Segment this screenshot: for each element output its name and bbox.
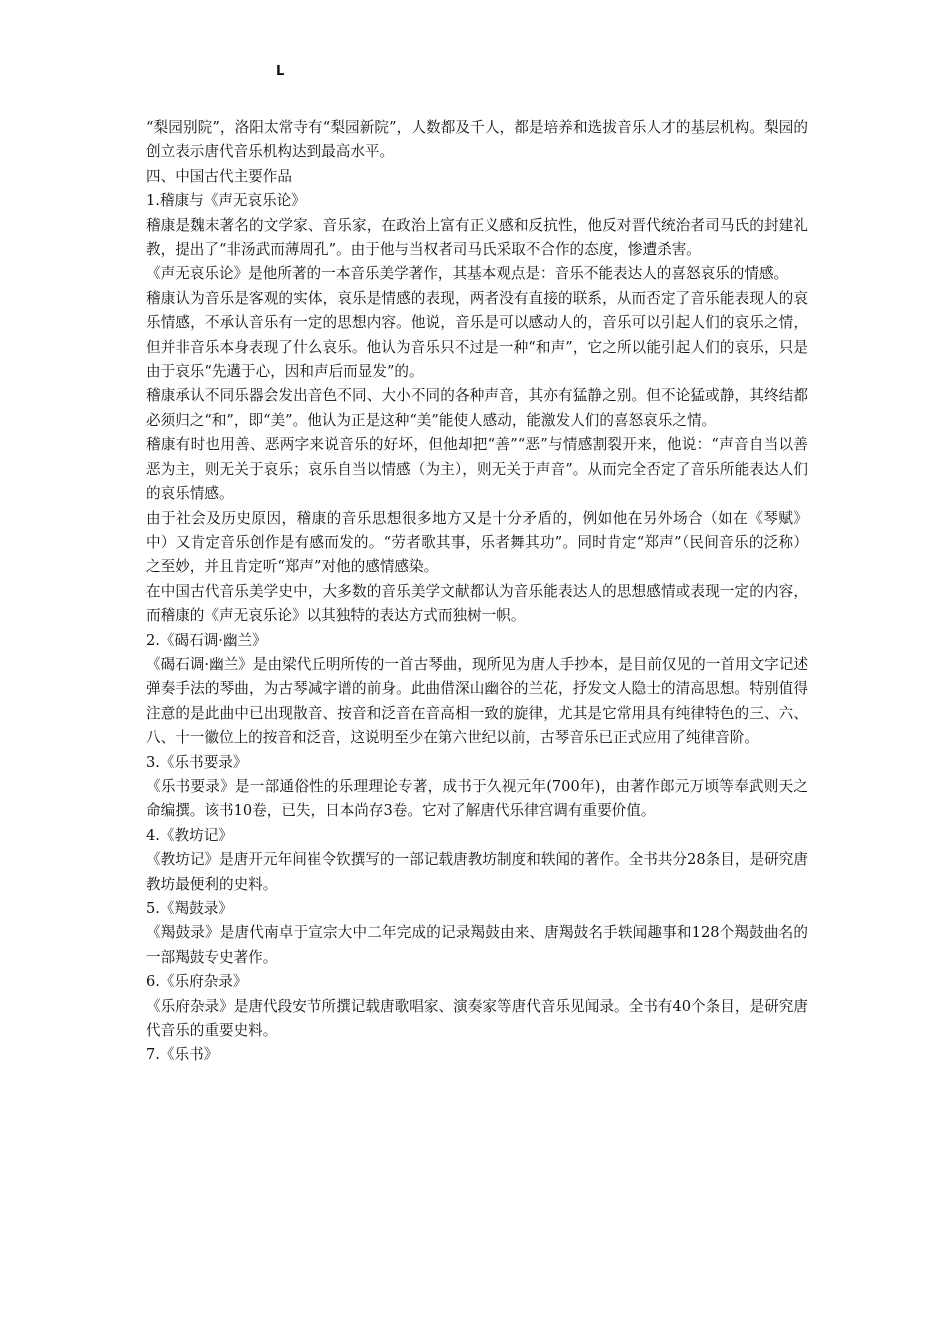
document-body [146,116,808,1068]
item-heading-5: 5.《羯鼓录》 [146,900,233,917]
paragraph-liyuan: “梨园别院”，洛阳太常寺有“梨园新院”，人数都及千人，都是培养和选拔音乐人才的基层机构。梨园的创立表示唐代音乐机构达到最高水平。 [146,119,808,161]
header-mark: L [276,64,285,79]
paragraph: 《声无哀乐论》是他所著的一本音乐美学著作，其基本观点是：音乐不能表达人的喜怒哀乐的情感。 [146,265,789,283]
paragraph: 稽康认为音乐是客观的实体，哀乐是情感的表现，两者没有直接的联系，从而否定了音乐能表现人的哀乐情感，不承认音乐有一定的思想内容。他说，音乐是可以感动人的，音乐可以引起人们的哀乐之情，但并非音乐本身表现了什么哀乐。他认为音乐只不过是一种“和声”，它之所以能引起人们的哀乐，只是由于哀乐“先遘于心，因和声后而显发”的。 [146,289,808,381]
paragraph: 《乐书要录》是一部通俗性的乐理理论专著，成书于久视元年(700年)，由著作郎元万顷等奉武则天之命编撰。该书10卷，已失，日本尚存3卷。它对了解唐代乐律宫调有重要价值。 [146,777,808,820]
paragraph: 《羯鼓录》是唐代南卓于宣宗大中二年完成的记录羯鼓由来、唐羯鼓名手轶闻趣事和128个羯鼓曲名的一部羯鼓专史著作。 [146,924,808,966]
item-heading-2: 2.《碣石调·幽兰》 [146,631,267,649]
paragraph: 稽康是魏末著名的文学家、音乐家，在政治上富有正义感和反抗性，他反对晋代统治者司马氏的封建礼教，提出了“非汤武而薄周孔”。由于他与当权者司马氏采取不合作的态度，惨遭杀害。 [146,216,808,259]
section-heading: 四、中国古代主要作品 [146,167,292,185]
item-heading-6: 6.《乐府杂录》 [146,973,248,991]
item-heading-7: 7.《乐书》 [146,1046,219,1064]
paragraph: 《教坊记》是唐开元年间崔令钦撰写的一部记载唐教坊制度和轶闻的著作。全书共分28条目，是研究唐教坊最便利的史料。 [146,851,808,893]
paragraph: 《碣石调·幽兰》是由梁代丘明所传的一首古琴曲，现所见为唐人手抄本，是目前仅见的一首用文字记述弹奏手法的琴曲，为古琴减字谱的前身。此曲借深山幽谷的兰花，抒发文人隐士的清高思想。特别值得注意的是此曲中已出现散音、按音和泛音在音高相一致的旋律，尤其是它常用具有纯律特色的三、六、八、十一徽位上的按音和泛音，这说明至少在第六世纪以前，古琴音乐已正式应用了纯律音阶。 [146,655,808,747]
item-heading-4: 4.《教坊记》 [146,826,233,844]
paragraph: 《乐府杂录》是唐代段安节所撰记载唐歌唱家、演奏家等唐代音乐见闻录。全书有40个条目，是研究唐代音乐的重要史料。 [146,997,808,1040]
paragraph: 由于社会及历史原因，稽康的音乐思想很多地方又是十分矛盾的，例如他在另外场合（如在《琴赋》中）又肯定音乐创作是有感而发的。“劳者歌其事，乐者舞其功”。同时肯定“郑声”（民间音乐的泛称）之至妙，并且肯定听“郑声”对他的感情感染。 [146,509,808,576]
item-heading-3: 3.《乐书要录》 [146,753,248,771]
paragraph: 稽康有时也用善、恶两字来说音乐的好坏，但他却把“善”“恶”与情感割裂开来，他说：“声音自当以善恶为主，则无关于哀乐；哀乐自当以情感（为主），则无关于声音”。从而完全否定了音乐所能表达人们的哀乐情感。 [146,436,808,503]
paragraph: 稽康承认不同乐器会发出音色不同、大小不同的各种声音，其亦有猛静之别。但不论猛或静，其终结都必须归之“和”，即“美”。他认为正是这种“美”能使人感动，能激发人们的喜怒哀乐之情。 [146,387,808,429]
item-heading-1: 1.稽康与《声无哀乐论》 [146,192,306,210]
paragraph: 在中国古代音乐美学史中，大多数的音乐美学文献都认为音乐能表达人的思想感情或表现一定的内容，而稽康的《声无哀乐论》以其独特的表达方式而独树一帜。 [146,582,808,625]
